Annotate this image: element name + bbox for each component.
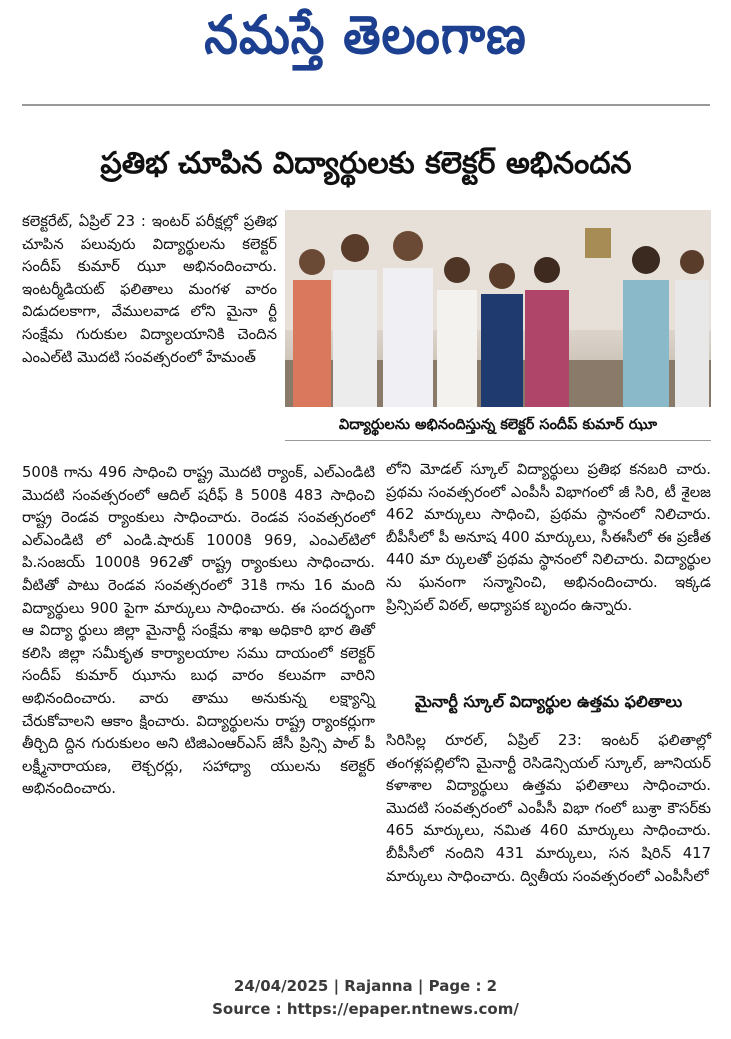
article-headline: ప్రతిభ చూపిన విద్యార్థులకు కలెక్టర్ అభినందన [100, 146, 632, 181]
sub-article-body: సిరిసిల్ల రూరల్, ఏప్రిల్ 23: ఇంటర్ ఫలితాల్లో తంగళ్లపల్లిలోని మైనార్టీ రెసిడెన్సియల్ స్కూల్, జూనియర్ కళాశాల విద్యార్థులు ఉత్తమ ఫలితాలు సాధించారు. మొదటి సంవత్సరంలో ఎంపీసీ విభా గంలో బుశ్రా కౌసర్‌కు 465 మార్కులు, నమిత 460 మార్కులు సాధించారు. బీపీసీలో నందిని 431 మార్కులు, సన షిరిన్ 417 మార్కులు సాధించారు. ద్వితీయ సంవత్సరంలో ఎంపీసీలో [386, 732, 711, 885]
article-column-bottom-left: 500కి గాను 496 సాధించి రాష్ట్ర మొదటి ర్యాంక్, ఎల్ఎండిటి మొదటి సంవత్సరంలో ఆదిల్ షరీఫ్ కి 500కి 483 సాధించి రాష్ట్ర రెండవ ర్యాంకులు సాధించారు. రెండవ సంవత్సరంలో ఎల్ఎండిటి లో ఎండి.షారుక్ 1000కి 969, ఎంఎల్‌టిలో పి.సంజయ్ 1000కి 962తో రాష్ట్ర ర్యాంకులు సాధించారు. వీటితో పాటు రెండవ సంవత్సరంలో 31కి గాను 16 మంది విద్యార్థులు 900 పైగా మార్కులు సాధించారు. ఈ సందర్భంగా ఆ విద్యా ర్థులు జిల్లా మైనార్టీ సంక్షేమ శాఖ అధికారి భార తితో కలిసి జిల్లా సమీకృత కార్యాలయాల సము దాయంలో కలెక్టర్ సందీప్ కుమార్ ఝూను బుధ వారం కలువగా వారిని అభినందించారు. వారు తాము అనుకున్న లక్ష్యాన్ని చేరుకోవాలని ఆకాం క్షించారు. విద్యార్థులను రాష్ట్ర ర్యాంకర్లుగా తీర్చిది ద్దిన గురుకులం అని టిజిఎంఆర్ఎస్ జేసీ ప్రిన్సి పాల్ పీ లక్ష్మీనారాయణ, లెక్చరర్లు, సహాధ్యా యులను కలెక్టర్ అభినందించారు. [22, 464, 375, 798]
sub-article-headline: మైనార్టీ స్కూల్ విద్యార్థుల ఉత్తమ ఫలితాలు [414, 692, 683, 711]
article-column-top-left: కలెక్టరేట్, ఏప్రిల్ 23 : ఇంటర్ పరీక్షల్లో ప్రతిభ చూపిన పలువురు విద్యార్థులను కలెక్టర్ సందీప్ కుమార్ ఝూ అభినందించారు. ఇంటర్మీడియట్ ఫలితాలు మంగళ వారం విడుదలకాగా, వేములవాడ లోని మైనా ర్టీ సంక్షేమ గురుకుల విద్యాలయానికి చెందిన ఎంఎల్‌టి మొదటి సంవత్సరంలో హేమంత్ [22, 213, 277, 366]
footer-date-edition: 24/04/2025 | Rajanna | Page : 2 [233, 977, 498, 995]
masthead-divider [22, 104, 710, 106]
article-photo [285, 210, 711, 407]
article-column-right: లోని మోడల్ స్కూల్ విద్యార్థులు ప్రతిభ కనబరి చారు. ప్రథమ సంవత్సరంలో ఎంపీసీ విభాగంలో జీ సిరి, టీ శైలజ 462 మార్కులు సాధించి, ప్రథమ స్థానంలో నిలిచారు. బీపీసీలో పీ అనూష 400 మార్కులు, సీఈసీలో ఈ ప్రణీత 440 మా ర్కులతో ప్రథమ స్థానంలో నిలిచారు. విద్యార్థుల ను ఘనంగా సన్మానించి, అభినందించారు. ఇక్కడ ప్రిన్సిపల్ విఠల్, అధ్యాపక బృందం ఉన్నారు. [386, 461, 711, 614]
photo-caption: విద్యార్థులను అభినందిస్తున్న కలెక్టర్ సందీప్ కుమార్ ఝూ [285, 410, 711, 441]
footer-source: Source : https://epaper.ntnews.com/ [212, 1000, 519, 1018]
newspaper-masthead: నమస్తే తెలంగాణ [204, 4, 527, 67]
